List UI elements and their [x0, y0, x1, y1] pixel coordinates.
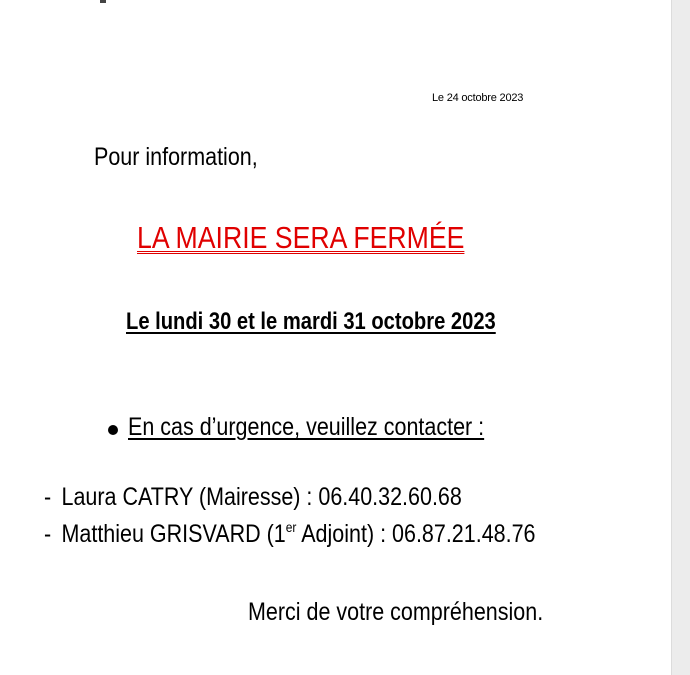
closure-dates: Le lundi 30 et le mardi 31 octobre 2023 — [126, 308, 496, 335]
stray-mark — [100, 0, 106, 3]
background-edge — [672, 0, 690, 675]
contact-text-start: Matthieu GRISVARD (1 — [61, 520, 286, 548]
greeting: Pour information, — [94, 143, 258, 171]
emergency-line — [108, 413, 542, 442]
contact-text-end: Adjoint) : 06.87.21.48.76 — [296, 520, 536, 548]
closure-headline: LA MAIRIE SERA FERMÉE — [137, 220, 465, 255]
notice-date: Le 24 octobre 2023 — [432, 92, 524, 104]
contact-mayor — [44, 483, 462, 512]
contact-text: Laura CATRY (Mairesse) : 06.40.32.60.68 — [61, 483, 462, 511]
thanks-message: Merci de votre compréhension. — [248, 598, 544, 626]
contact-dash: - — [44, 483, 52, 511]
bullet-dot-icon — [108, 425, 118, 435]
emergency-text: En cas d’urgence, veuillez contacter : — [128, 413, 485, 441]
contact-deputy — [44, 520, 536, 549]
ordinal-superscript: er — [285, 519, 297, 535]
contact-dash: - — [44, 520, 52, 548]
